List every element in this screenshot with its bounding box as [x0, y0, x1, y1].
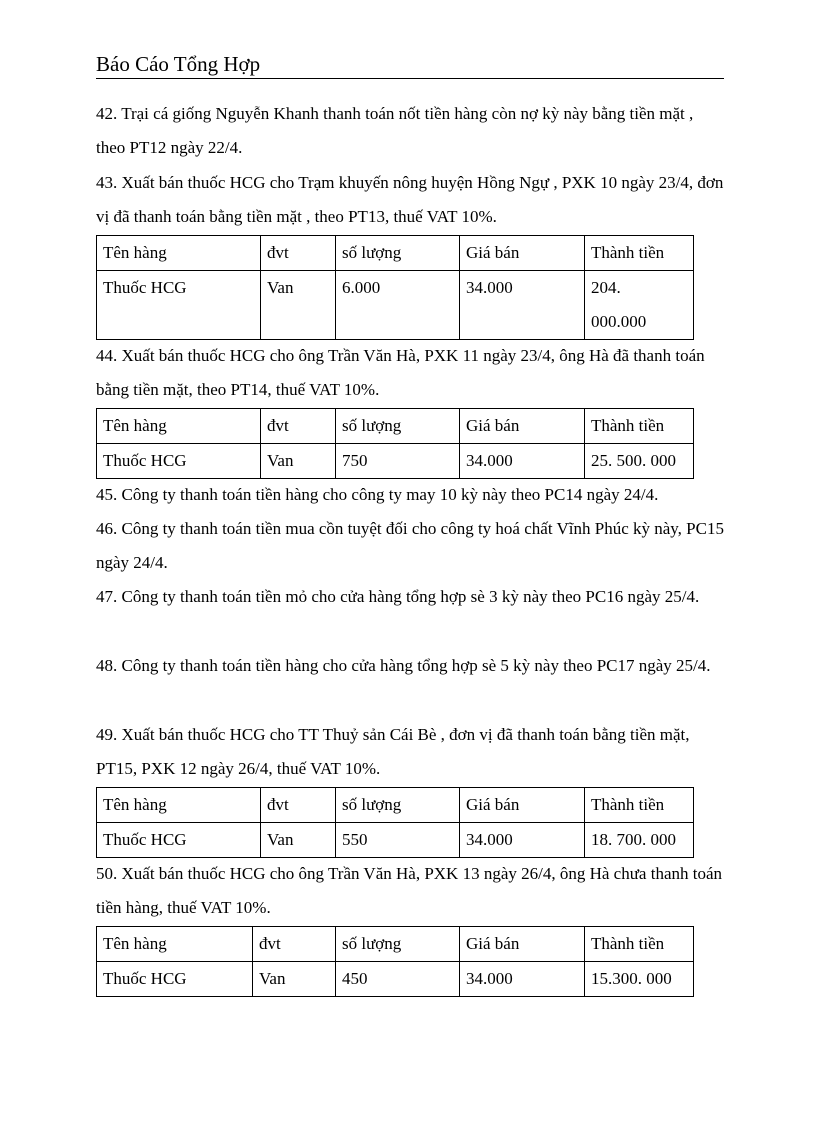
table-row [97, 444, 694, 479]
cell-qty: 750 [336, 444, 460, 479]
cell-qty: 550 [336, 823, 460, 858]
item-50: 50. Xuất bán thuốc HCG cho ông Trần Văn Hà, PXK 13 ngày 26/4, ông Hà chưa thanh toán tiền hàng, thuế VAT 10%. [96, 864, 723, 917]
cell-qty: 6.000 [336, 271, 460, 340]
cell-total-line1: 204. [591, 278, 621, 297]
col-so-luong: số lượng [336, 409, 460, 444]
cell-name: Thuốc HCG [97, 823, 261, 858]
col-so-luong: số lượng [336, 788, 460, 823]
col-so-luong: số lượng [336, 927, 460, 962]
table-header-row [97, 788, 694, 823]
item-48: 48. Công ty thanh toán tiền hàng cho cửa hàng tổng hợp sè 5 kỳ này theo PC17 ngày 25/4. [96, 656, 711, 675]
table-item-50 [96, 926, 694, 997]
cell-total-line2: 000.000 [591, 312, 647, 331]
table-header-row [97, 927, 694, 962]
item-45: 45. Công ty thanh toán tiền hàng cho công ty may 10 kỳ này theo PC14 ngày 24/4. [96, 485, 659, 504]
col-thanh-tien: Thành tiền [585, 236, 694, 271]
col-gia-ban: Giá bán [460, 927, 585, 962]
table-item-43 [96, 235, 694, 340]
col-ten-hang: Tên hàng [97, 788, 261, 823]
col-thanh-tien: Thành tiền [585, 409, 694, 444]
cell-price: 34.000 [460, 271, 585, 340]
col-gia-ban: Giá bán [460, 409, 585, 444]
cell-price: 34.000 [460, 823, 585, 858]
table-row [97, 962, 694, 997]
col-dvt: đvt [261, 409, 336, 444]
page-header [96, 50, 724, 79]
cell-qty: 450 [336, 962, 460, 997]
col-dvt: đvt [261, 236, 336, 271]
col-ten-hang: Tên hàng [97, 409, 261, 444]
col-dvt: đvt [253, 927, 336, 962]
item-47: 47. Công ty thanh toán tiền mỏ cho cửa hàng tổng hợp sè 3 kỳ này theo PC16 ngày 25/4. [96, 587, 700, 606]
cell-total: 15.300. 000 [585, 962, 694, 997]
table-header-row [97, 236, 694, 271]
cell-unit: Van [261, 271, 336, 340]
col-gia-ban: Giá bán [460, 788, 585, 823]
cell-total: 25. 500. 000 [585, 444, 694, 479]
col-ten-hang: Tên hàng [97, 236, 261, 271]
cell-price: 34.000 [460, 962, 585, 997]
col-thanh-tien: Thành tiền [585, 927, 694, 962]
table-row [97, 823, 694, 858]
col-dvt: đvt [261, 788, 336, 823]
col-thanh-tien: Thành tiền [585, 788, 694, 823]
col-so-luong: số lượng [336, 236, 460, 271]
item-42: 42. Trại cá giống Nguyễn Khanh thanh toán nốt tiền hàng còn nợ kỳ này bằng tiền mặt , theo PT12 ngày 22/4. [96, 104, 694, 157]
table-header-row [97, 409, 694, 444]
item-46: 46. Công ty thanh toán tiền mua cồn tuyệt đối cho công ty hoá chất Vĩnh Phúc kỳ này, PC15 ngày 24/4. [96, 519, 724, 572]
item-49: 49. Xuất bán thuốc HCG cho TT Thuỷ sản Cái Bè , đơn vị đã thanh toán bằng tiền mặt, PT15, PXK 12 ngày 26/4, thuế VAT 10%. [96, 725, 690, 778]
cell-unit: Van [261, 823, 336, 858]
item-44: 44. Xuất bán thuốc HCG cho ông Trần Văn Hà, PXK 11 ngày 23/4, ông Hà đã thanh toán bằng tiền mặt, theo PT14, thuế VAT 10%. [96, 346, 705, 399]
cell-total: 18. 700. 000 [585, 823, 694, 858]
table-item-44 [96, 408, 694, 479]
cell-unit: Van [261, 444, 336, 479]
cell-name: Thuốc HCG [97, 444, 261, 479]
table-item-49 [96, 787, 694, 858]
cell-total [585, 271, 694, 340]
cell-unit: Van [253, 962, 336, 997]
cell-name: Thuốc HCG [97, 962, 253, 997]
header-title: Báo Cáo Tổng Hợp [96, 52, 261, 76]
col-gia-ban: Giá bán [460, 236, 585, 271]
cell-name: Thuốc HCG [97, 271, 261, 340]
item-43: 43. Xuất bán thuốc HCG cho Trạm khuyến nông huyện Hồng Ngự , PXK 10 ngày 23/4, đơn vị đã thanh toán bằng tiền mặt , theo PT13, thuế VAT 10%. [96, 173, 724, 226]
table-row [97, 271, 694, 340]
cell-price: 34.000 [460, 444, 585, 479]
col-ten-hang: Tên hàng [97, 927, 253, 962]
